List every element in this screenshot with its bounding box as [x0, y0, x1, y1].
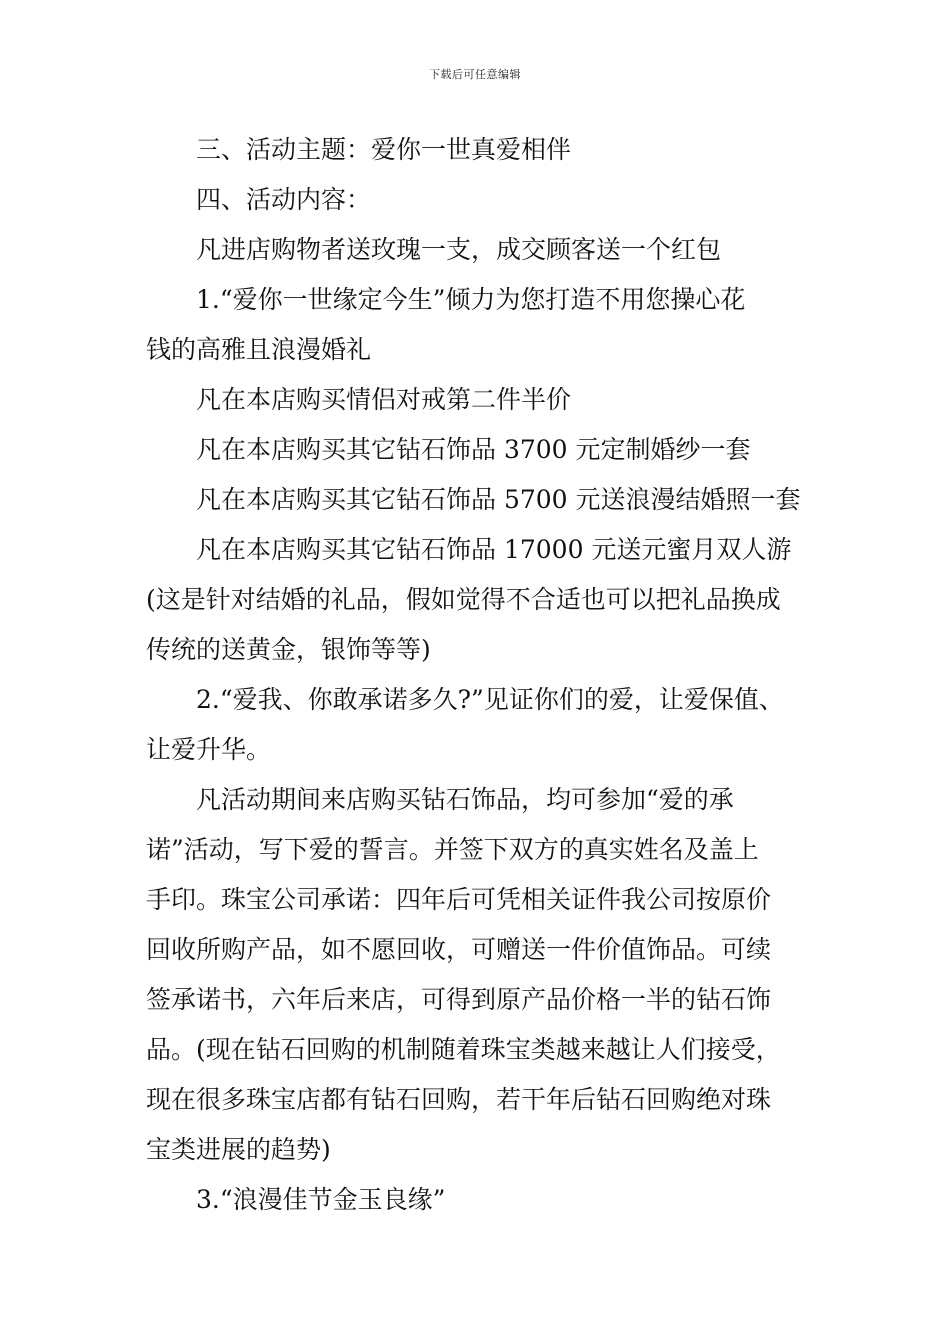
text-line: 钱的高雅且浪漫婚礼 — [146, 335, 372, 364]
text-line: 传统的送黄金，银饰等等) — [146, 635, 431, 664]
text-line: 宝类进展的趋势) — [146, 1135, 331, 1164]
text-line: 凡在本店购买其它钻石饰品 17000 元送元蜜月双人游 — [196, 535, 792, 564]
text-line: 凡进店购物者送玫瑰一支，成交顾客送一个红包 — [196, 235, 722, 264]
text-line: 让爱升华。 — [146, 735, 272, 764]
text-line: 1.“爱你一世缘定今生”倾力为您打造不用您操心花 — [196, 285, 746, 314]
text-line: 凡在本店购买其它钻石饰品 3700 元定制婚纱一套 — [196, 435, 751, 464]
text-line: 签承诺书，六年后来店，可得到原产品价格一半的钻石饰 — [146, 985, 772, 1014]
text-line: 回收所购产品，如不愿回收，可赠送一件价值饰品。可续 — [146, 935, 772, 964]
text-line: 3.“浪漫佳节金玉良缘” — [196, 1185, 446, 1214]
text-line: 凡在本店购买其它钻石饰品 5700 元送浪漫结婚照一套 — [196, 485, 801, 514]
text-line: (这是针对结婚的礼品，假如觉得不合适也可以把礼品换成 — [146, 585, 781, 614]
text-line: 诺”活动，写下爱的誓言。并签下双方的真实姓名及盖上 — [146, 835, 759, 864]
text-line: 手印。珠宝公司承诺：四年后可凭相关证件我公司按原价 — [146, 885, 772, 914]
text-line: 四、活动内容： — [196, 185, 372, 214]
text-line: 三、活动主题：爱你一世真爱相伴 — [196, 135, 572, 164]
page-header-note: 下载后可任意编辑 — [429, 68, 521, 81]
text-line: 现在很多珠宝店都有钻石回购，若干年后钻石回购绝对珠 — [146, 1085, 772, 1114]
text-line: 凡活动期间来店购买钻石饰品，均可参加“爱的承 — [196, 785, 734, 814]
text-line: 凡在本店购买情侣对戒第二件半价 — [196, 385, 572, 414]
text-line: 2.“爱我、你敢承诺多久?”见证你们的爱，让爱保值、 — [196, 685, 784, 714]
text-line: 品。(现在钻石回购的机制随着珠宝类越来越让人们接受， — [146, 1035, 781, 1064]
